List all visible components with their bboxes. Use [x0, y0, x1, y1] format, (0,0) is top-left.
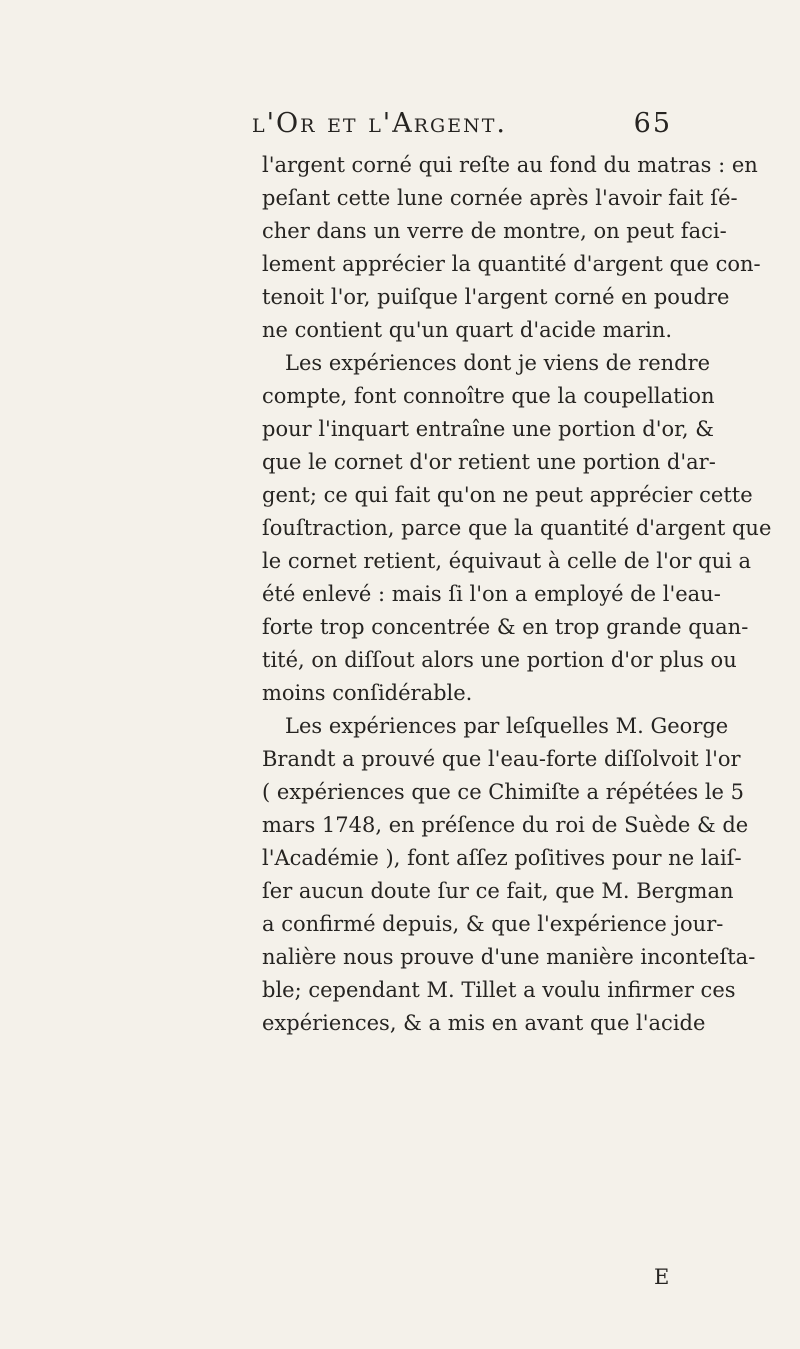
- text-line: le cornet retient, équivaut à celle de l'or qui a: [262, 549, 752, 573]
- text-line: lement apprécier la quantité d'argent que con-: [262, 252, 761, 276]
- text-line: compte, font connoître que la coupellation: [262, 384, 715, 408]
- page-number: 65: [633, 108, 672, 139]
- text-line: gent; ce qui fait qu'on ne peut apprécier cette: [262, 483, 753, 507]
- text-line: mars 1748, en préſence du roi de Suède & de: [262, 813, 749, 837]
- text-line: expériences, & a mis en avant que l'acide: [262, 1011, 706, 1035]
- text-line: forte trop concentrée & en trop grande quan-: [262, 615, 749, 639]
- text-line: que le cornet d'or retient une portion d'ar-: [262, 450, 716, 474]
- text-line: a confirmé depuis, & que l'expérience jour-: [262, 912, 724, 936]
- text-line: Brandt a prouvé que l'eau-forte diſſolvoit l'or: [262, 747, 741, 771]
- text-line: tité, on diſſout alors une portion d'or plus ou: [262, 648, 737, 672]
- text-line: ( expériences que ce Chimiſte a répétées le 5: [262, 780, 745, 804]
- signature-mark: E: [654, 1265, 670, 1289]
- text-line: Les expériences par leſquelles M. George: [285, 714, 729, 738]
- text-line: ſouſtraction, parce que la quantité d'argent que: [262, 516, 772, 540]
- text-line: pour l'inquart entraîne une portion d'or, &: [262, 417, 714, 441]
- text-line: ſer aucun doute ſur ce fait, que M. Bergman: [262, 879, 734, 903]
- text-line: été enlevé : mais ſi l'on a employé de l'eau-: [262, 582, 721, 606]
- text-line: l'argent corné qui reſte au fond du matras : en: [262, 153, 758, 177]
- text-line: ne contient qu'un quart d'acide marin.: [262, 318, 673, 342]
- running-header: [252, 108, 672, 148]
- running-title: l'Or et l'Argent.: [252, 108, 507, 139]
- text-line: cher dans un verre de montre, on peut faci-: [262, 219, 727, 243]
- text-line: moins conſidérable.: [262, 681, 473, 705]
- text-line: nalière nous prouve d'une manière inconteſta-: [262, 945, 756, 969]
- text-line: peſant cette lune cornée après l'avoir fait ſé-: [262, 186, 738, 210]
- text-line: ble; cependant M. Tillet a voulu infirmer ces: [262, 978, 736, 1002]
- text-line: tenoit l'or, puiſque l'argent corné en poudre: [262, 285, 730, 309]
- text-line: l'Académie ), font aſſez poſitives pour ne laiſ-: [262, 846, 742, 870]
- text-line: Les expériences dont je viens de rendre: [285, 351, 711, 375]
